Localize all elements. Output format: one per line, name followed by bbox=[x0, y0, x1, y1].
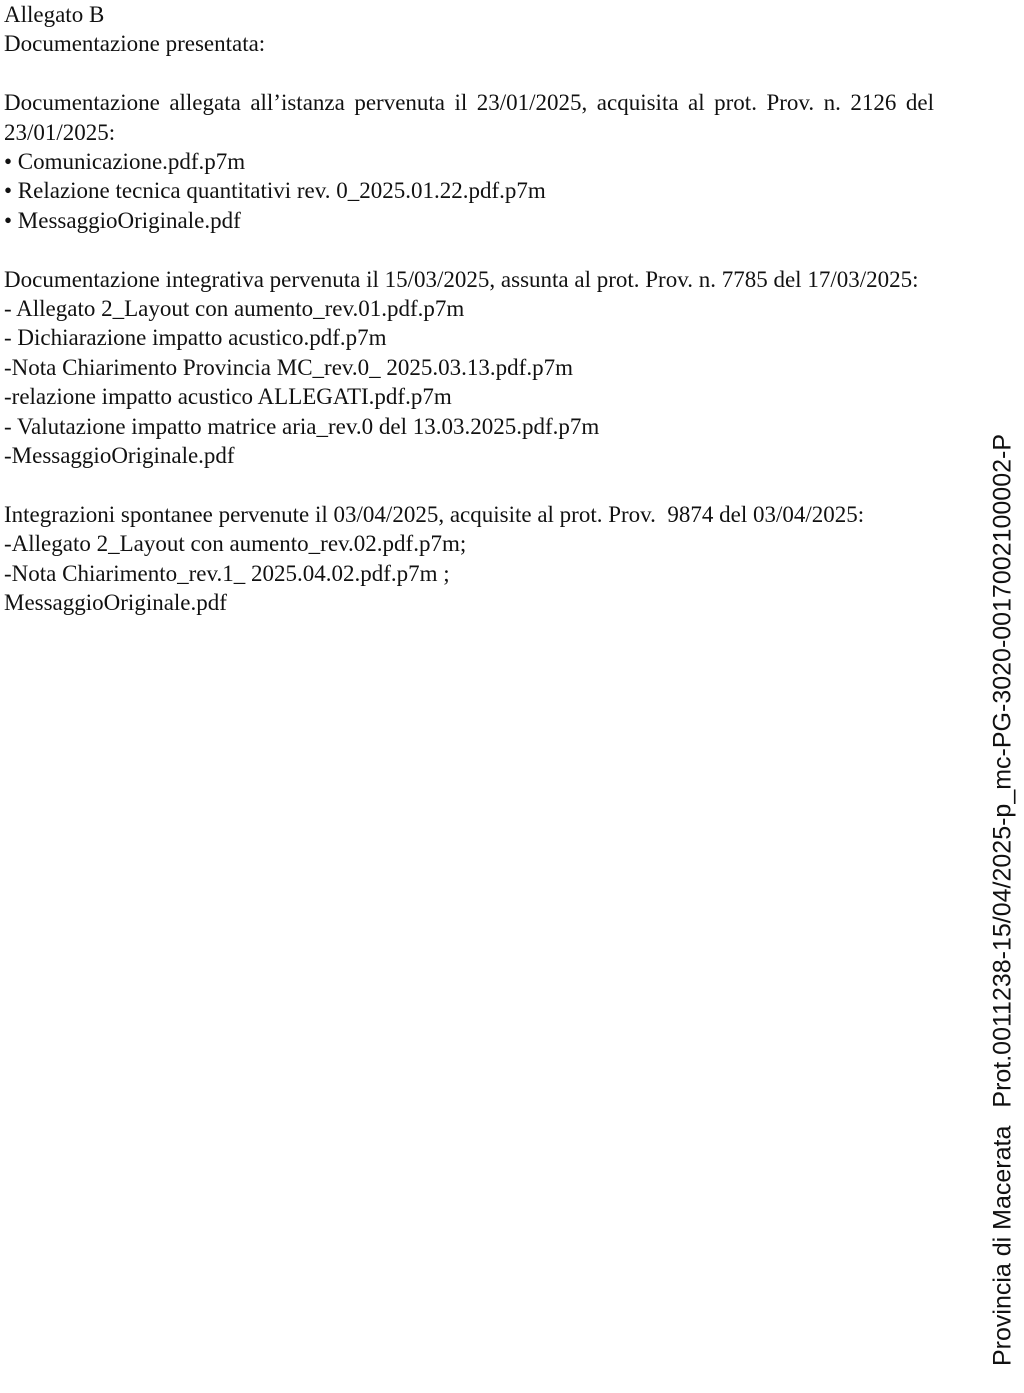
list-item: - Dichiarazione impatto acustico.pdf.p7m bbox=[4, 325, 387, 351]
section-integrative-documentation bbox=[4, 265, 934, 471]
spacer bbox=[4, 59, 934, 88]
list-item: - Allegato 2_Layout con aumento_rev.01.pdf.p7m bbox=[4, 296, 465, 322]
document-title: Allegato B bbox=[4, 2, 105, 27]
stamp-office: Provincia di Macerata bbox=[988, 1125, 1017, 1366]
stamp-protocol-number: Prot.0011238-15/04/2025-p_mc-PG-3020-0017002100002-P bbox=[988, 433, 1017, 1108]
spacer bbox=[4, 235, 934, 264]
section-heading: Documentazione allegata all’istanza pervenuta il 23/01/2025, acquisita al prot. Prov. n. 2126 del 23/01/2025: bbox=[4, 90, 934, 145]
list-item: • Comunicazione.pdf.p7m bbox=[4, 149, 246, 175]
section-spontaneous-integrations bbox=[4, 500, 934, 618]
list-item: -MessaggioOriginale.pdf bbox=[4, 443, 235, 469]
section-heading: Integrazioni spontanee pervenute il 03/04/2025, acquisite al prot. Prov. 9874 del 03/04/2025: bbox=[4, 501, 865, 527]
list-item: -Allegato 2_Layout con aumento_rev.02.pdf.p7m; bbox=[4, 531, 467, 557]
section-initial-documentation bbox=[4, 88, 934, 235]
list-item: • Relazione tecnica quantitativi rev. 0_2025.01.22.pdf.p7m bbox=[4, 178, 546, 204]
list-item: • MessaggioOriginale.pdf bbox=[4, 207, 241, 233]
document-body bbox=[4, 0, 934, 617]
protocol-stamp bbox=[988, 433, 1017, 1366]
document-subtitle: Documentazione presentata: bbox=[4, 31, 266, 57]
spacer bbox=[4, 470, 934, 499]
section-heading: Documentazione integrativa pervenuta il 15/03/2025, assunta al prot. Prov. n. 7785 del 17/03/2025: bbox=[4, 266, 919, 292]
list-item: -Nota Chiarimento Provincia MC_rev.0_ 2025.03.13.pdf.p7m bbox=[4, 354, 573, 380]
list-item: -Nota Chiarimento_rev.1_ 2025.04.02.pdf.p7m ; bbox=[4, 560, 450, 586]
list-item: -relazione impatto acustico ALLEGATI.pdf.p7m bbox=[4, 384, 452, 410]
list-item: MessaggioOriginale.pdf bbox=[4, 590, 227, 616]
list-item: - Valutazione impatto matrice aria_rev.0 del 13.03.2025.pdf.p7m bbox=[4, 413, 600, 439]
